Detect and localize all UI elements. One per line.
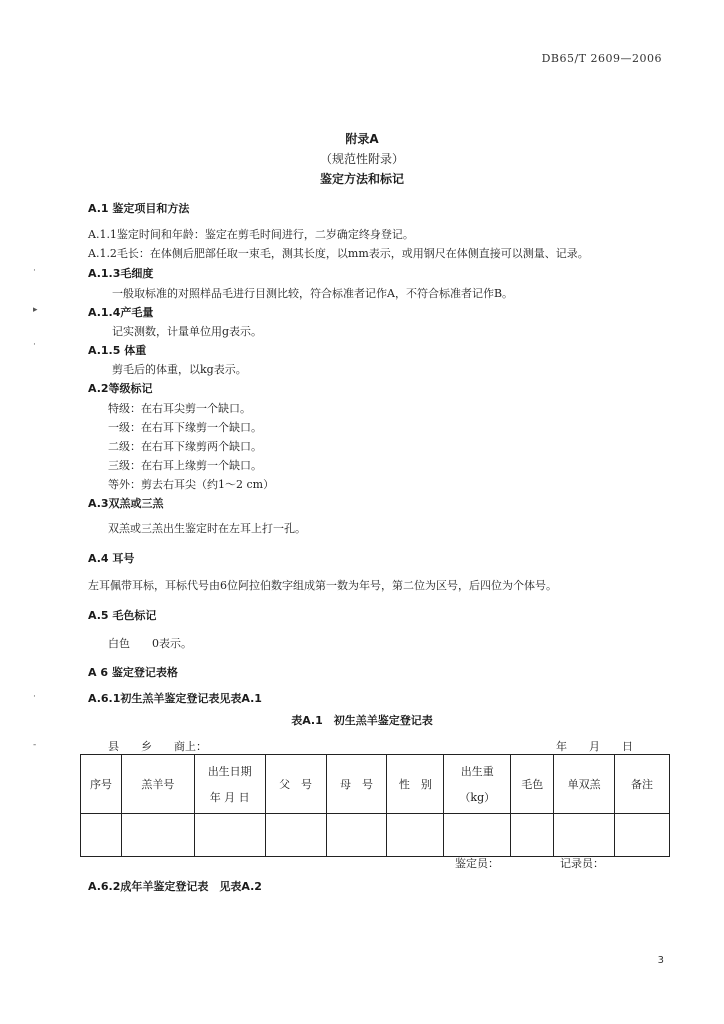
table-date-line: 年 月 日	[556, 740, 633, 753]
table-cell[interactable]	[615, 814, 670, 857]
appendix-title: 附录A	[345, 132, 379, 146]
table-cell[interactable]	[444, 814, 511, 857]
table-cell[interactable]	[194, 814, 265, 857]
col-header: 序号	[81, 755, 122, 814]
table-cell[interactable]	[387, 814, 444, 857]
section-a4: A.4 耳号	[88, 552, 135, 565]
section-a11: A.1.1鉴定时间和年龄：鉴定在剪毛时间进行，二岁确定终身登记。	[88, 228, 414, 241]
margin-mark: ·	[33, 266, 36, 276]
margin-mark: -	[33, 740, 37, 750]
grade-item: 三级：在右耳上缘剪一个缺口。	[108, 459, 262, 472]
recorder-signature: 记录员：	[560, 857, 604, 870]
section-a61: A.6.1初生羔羊鉴定登记表见表A.1	[88, 692, 262, 705]
table-location-line: 县 乡 商上：	[108, 740, 207, 753]
appendix-subtitle: （规范性附录）	[319, 152, 404, 166]
col-header: 单双羔	[554, 755, 615, 814]
grade-item: 特级：在右耳尖剪一个缺口。	[108, 402, 251, 415]
section-a13: A.1.3毛细度	[88, 267, 154, 280]
section-a14-text: 记实测数，计量单位用g表示。	[112, 325, 263, 338]
inspector-signature: 鉴定员：	[455, 857, 499, 870]
section-a62: A.6.2成年羊鉴定登记表 见表A.2	[88, 880, 262, 893]
section-a3: A.3双羔或三羔	[88, 497, 164, 510]
col-header: 性 别	[387, 755, 444, 814]
table-cell[interactable]	[265, 814, 326, 857]
page-number: 3	[657, 955, 664, 966]
section-a1: A.1 鉴定项目和方法	[88, 202, 190, 215]
section-a4-text: 左耳佩带耳标，耳标代号由6位阿拉伯数字组成第一数为年号，第二位为区号，后四位为个体号。	[88, 579, 557, 592]
section-a6: A 6 鉴定登记表格	[88, 666, 178, 679]
table-cell[interactable]	[81, 814, 122, 857]
margin-mark: ·	[33, 692, 36, 702]
col-header: 父 号	[265, 755, 326, 814]
col-header: 备注	[615, 755, 670, 814]
section-a15: A.1.5 体重	[88, 344, 147, 357]
table-cell[interactable]	[511, 814, 554, 857]
table-caption: 表A.1 初生羔羊鉴定登记表	[291, 714, 433, 727]
table-header-row	[81, 755, 670, 814]
section-a2: A.2等级标记	[88, 382, 153, 395]
col-header: 羔羊号	[121, 755, 194, 814]
col-header: 母 号	[326, 755, 387, 814]
table-cell[interactable]	[554, 814, 615, 857]
table-row	[81, 814, 670, 857]
col-header-sub: （kg）	[459, 791, 496, 804]
col-header	[194, 755, 265, 814]
table-cell[interactable]	[121, 814, 194, 857]
section-a5: A.5 毛色标记	[88, 609, 157, 622]
col-header: 出生重	[460, 765, 494, 778]
section-a15-text: 剪毛后的体重，以kg表示。	[112, 363, 247, 376]
section-a12: A.1.2毛长：在体侧后肥部任取一束毛，测其长度，以mm表示，或用钢尺在体侧直接可以测量、记录。	[88, 247, 589, 260]
table-cell[interactable]	[326, 814, 387, 857]
section-a13-text: 一般取标准的对照样品毛进行目测比较，符合标准者记作A，不符合标准者记作B。	[112, 287, 514, 300]
margin-mark: ·	[33, 340, 36, 350]
appendix-heading: 鉴定方法和标记	[319, 172, 404, 186]
col-header	[444, 755, 511, 814]
margin-mark: ▸	[33, 305, 38, 315]
grade-item: 等外：剪去右耳尖（约1～2 cm）	[108, 478, 275, 491]
col-header: 毛色	[511, 755, 554, 814]
section-a14: A.1.4产毛量	[88, 306, 154, 319]
col-header: 出生日期	[207, 765, 252, 778]
section-a5-text: 白色 0表示。	[108, 637, 192, 650]
col-header-sub: 年 月 日	[209, 791, 250, 804]
lamb-registration-table	[80, 754, 670, 857]
section-a3-text: 双羔或三羔出生鉴定时在左耳上打一孔。	[108, 522, 306, 535]
document-code: DB65/T 2609—2006	[541, 52, 662, 65]
grade-item: 二级：在右耳下缘剪两个缺口。	[108, 440, 262, 453]
grade-item: 一级：在右耳下缘剪一个缺口。	[108, 421, 262, 434]
